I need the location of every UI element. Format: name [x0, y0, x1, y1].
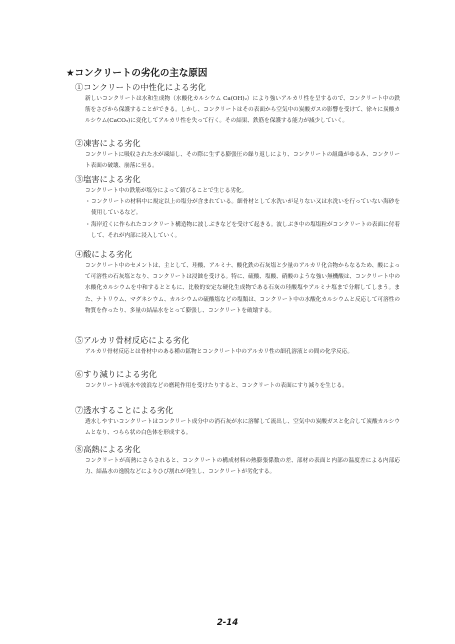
section-heading: ④酸による劣化	[75, 249, 133, 259]
list-item	[85, 197, 400, 219]
section-heading: ⑤アルカリ骨材反応による劣化	[75, 335, 190, 345]
list-item	[85, 220, 400, 242]
section-body: コンクリート中のセメントは、主として、珪酸、アルミナ、酸化鉄の石灰塩と少量のアルカリ化合物からなるため、酸によって可溶性の石灰塩となり、コンクリートは浸蝕を受ける。特に、硫酸、塩酸、硝酸のような強い無機酸は、コンクリート中の水酸化カルシウムを中和するとともに、比較的安定な硬化生成物である石灰の珪酸塩やアルミナ塩まで分解してしまう。また、ナトリウム、マグネシウム、カルシウムの硫酸塩などの塩類は、コンクリート中の水酸化カルシウムと反応して可溶性の物質を作ったり、多量の結晶水をとって膨張し、コンクリートを破壊する。	[85, 263, 400, 314]
section-heading: ②凍害による劣化	[75, 138, 141, 148]
section-body: 新しいコンクリートは水和生成物（水酸化カルシウム Ca(OH)₂）により強いアルカリ性を呈するので、コンクリート中の鉄筋をさびから保護することができる。しかし、コンクリートはその表面から空気中の炭酸ガスの影響を受けて、徐々に炭酸カルシウム(CaCO₃)に変化してアルカリ性を失って行く。その結果、鉄筋を保護する能力が減少していく。	[85, 96, 400, 125]
list-item-text: 海岸近くに作られたコンクリート構造物に波しぶきなどを受けて起きる。波しぶき中の塩塩粒がコンクリートの表面に付着して、それが内部に浸入していく。	[91, 221, 400, 239]
section-heading: ⑧高熱による劣化	[75, 444, 141, 454]
section-heading: ①コンクリートの中性化による劣化	[75, 82, 206, 92]
page-number: 2-14	[216, 618, 239, 628]
section-body: アルカリ骨材反応とは骨材中のある種の鉱物とコンクリート中のアルカリ性の細孔溶液との間の化学反応。	[85, 349, 353, 355]
section-heading: ③塩害による劣化	[75, 174, 141, 184]
bullet-mark: ・	[85, 199, 91, 206]
bullet-mark: ・	[85, 221, 91, 228]
section-acid	[75, 248, 400, 317]
section-body: コンクリートが流水や波浪などの磨耗作用を受けたりすると、コンクリートの表面にすり減りを生じる。	[85, 383, 348, 389]
page-title: ★コンクリートの劣化の主な原因	[66, 68, 208, 79]
section-heading: ⑦透水することによる劣化	[75, 405, 174, 415]
section-abrasion	[75, 368, 400, 392]
section-body: コンクリートが高熱にさらされると、コンクリートの構成材料の熱膨張係数の差、部材の表面と内部の温度差による内部応力、結晶水の逸脱などによりひび割れが発生し、コンクリートが劣化する。	[85, 458, 400, 476]
section-salt-damage	[75, 173, 400, 242]
section-high-heat	[75, 443, 400, 478]
section-heading: ⑥すり減りによる劣化	[75, 369, 157, 379]
section-body: コンクリート中の鉄筋が塩分によって錆びることで生じる劣化。	[85, 188, 248, 194]
list-item-text: コンクリートの材料中に規定以上の塩分が含まれている。細骨材として水洗いが足りない又は水洗いを行っていない海砂を使用しているなど。	[91, 199, 400, 217]
section-body: 透水しやすいコンクリートはコンクリート成分中の消石灰が水に溶解して流出し、空気中の炭酸ガスと化合して炭酸カルシウムとなり、つらら状の白色体を形成する。	[85, 419, 400, 437]
section-frost-damage	[75, 137, 400, 172]
section-alkali-aggregate	[75, 334, 400, 358]
section-carbonation	[75, 81, 400, 128]
section-body: コンクリートに吸収された水が凍結し、その際に生ずる膨張圧の繰り返しにより、コンクリートの組織がゆるみ、コンクリート表面の破壊、崩落に至る。	[85, 152, 400, 170]
section-water-permeation	[75, 404, 400, 439]
